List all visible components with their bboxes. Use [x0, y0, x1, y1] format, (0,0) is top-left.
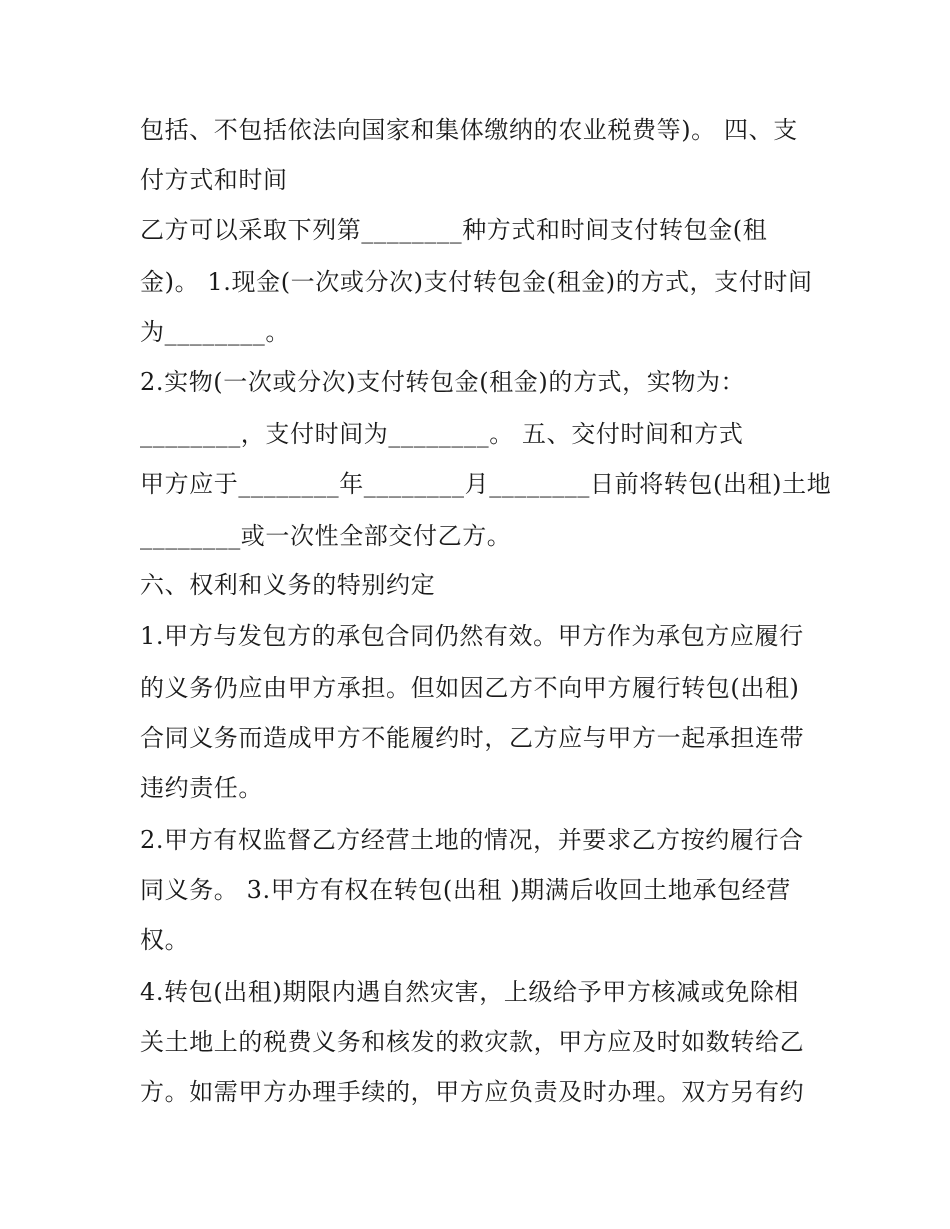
section-heading: 六、权利和义务的特别约定	[140, 571, 436, 599]
text-line: ________或一次性全部交付乙方。	[140, 522, 512, 550]
text-line: 付方式和时间	[140, 166, 288, 194]
text-line: 违约责任。	[140, 774, 263, 802]
text-line: 包括、不包括依法向国家和集体缴纳的农业税费等)。 四、支	[140, 116, 798, 144]
text-line: 4.转包(出租)期限内遇自然灾害，上级给予甲方核减或免除相	[140, 978, 800, 1006]
text-line: 的义务仍应由甲方承担。但如因乙方不向甲方履行转包(出租)	[140, 674, 800, 702]
text-line: 2.实物(一次或分次)支付转包金(租金)的方式，实物为：	[140, 368, 746, 396]
text-line: 为________。	[140, 318, 290, 346]
text-line: 同义务。 3.甲方有权在转包(出租 )期满后收回土地承包经营	[140, 876, 791, 904]
text-line: 甲方应于________年________月________日前将转包(出租)土地	[140, 470, 832, 498]
text-line: 权。	[140, 926, 190, 954]
text-line: 乙方可以采取下列第________种方式和时间支付转包金(租	[140, 216, 768, 244]
text-line: 2.甲方有权监督乙方经营土地的情况，并要求乙方按约履行合	[140, 826, 804, 854]
text-line: 金)。 1.现金(一次或分次)支付转包金(租金)的方式，支付时间	[140, 268, 813, 296]
text-line: 方。如需甲方办理手续的，甲方应负责及时办理。双方另有约	[140, 1078, 805, 1106]
text-line: 合同义务而造成甲方不能履约时，乙方应与甲方一起承担连带	[140, 724, 805, 752]
text-line: 1.甲方与发包方的承包合同仍然有效。甲方作为承包方应履行	[140, 622, 804, 650]
text-line: 关土地上的税费义务和核发的救灾款，甲方应及时如数转给乙	[140, 1028, 805, 1056]
text-line: ________，支付时间为________。 五、交付时间和方式	[140, 420, 744, 448]
